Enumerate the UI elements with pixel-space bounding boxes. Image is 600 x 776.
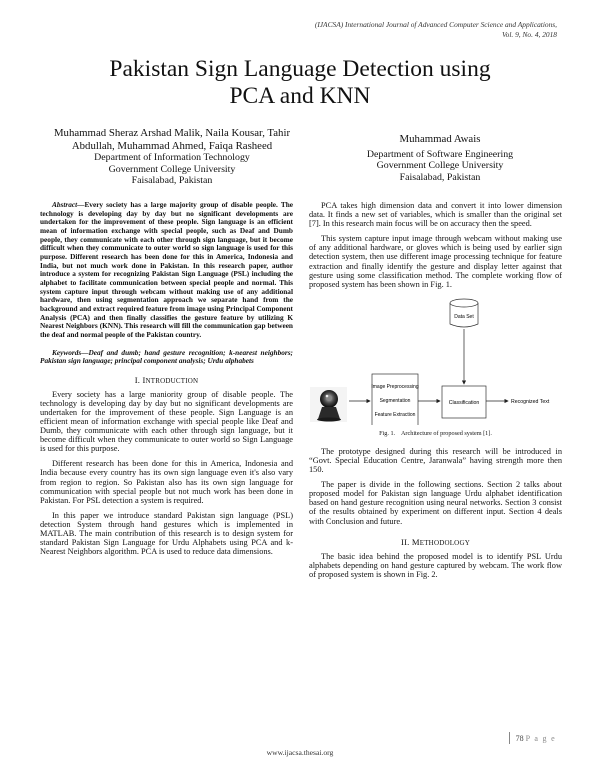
page-label: P a g e (525, 734, 556, 743)
journal-url: www.ijacsa.thesai.org (266, 748, 334, 757)
title-line-2: PCA and KNN (229, 83, 371, 109)
section-numeral: I. (134, 374, 141, 385)
author-department: Department of Information Technology (94, 152, 250, 163)
architecture-diagram (309, 295, 562, 425)
figure-1 (309, 295, 562, 425)
author-city: Faisalabad, Pakistan (131, 175, 213, 187)
abstract (40, 201, 293, 340)
title-line-1: Pakistan Sign Language Detection using (109, 56, 491, 82)
section-numeral: II. (401, 536, 410, 547)
section-initial: I (142, 374, 146, 385)
section-heading-methodology (309, 537, 562, 548)
recognized-text-label: Recognized Text (511, 398, 550, 405)
author-names-line-2: Abdullah, Muhammad Ahmed, Faiqa Rasheed (71, 139, 273, 152)
journal-header (137, 20, 557, 39)
intro-paragraph-1: Every society has a large maniority group of disable people. The technology is developing day by day but no significant developments are undertaken for the improvement of these people. Sign Language is an efficient mean of information exchange with special people like Deaf and Dumb, they communicate with each other through sign language, but it become difficult when they communicate to outer world so Sign Language is used for this purpose. (40, 389, 293, 454)
intro-paragraph-2: Different research has been done for this in America, Indonesia and India because every country has its own sign language even it's also vary from region to region. So Pakistan also has its own sign language for communication with special people but not much work has been done in Pakistan. For PSL detection a system is required. (40, 459, 293, 505)
figure-caption-text: Architecture of proposed system [1]. (400, 429, 492, 437)
author-name: Muhammad Awais (399, 133, 481, 145)
author-city: Faisalabad, Pakistan (399, 171, 481, 183)
left-column (40, 201, 293, 562)
abstract-label: Abstract (52, 200, 78, 209)
body-paragraph-1: PCA takes high dimension data and convert it into lower dimension data. It finds a new set of variables, which is smaller than the original set [7]. In this research main focus will be on accuracy then the speed. (309, 201, 562, 229)
author-block-right (316, 133, 564, 183)
figure-1-caption (309, 430, 562, 438)
abstract-text: —Every society has a large majority group of disable people. The technology is developing day by day but no significant developments are undertaken for the improvement of these people. Sign language is an efficient mean of information exchange with special people, such as Deaf and Dumb people, they communicate with each other through sign language, but it become difficult when they communicate to outer world so sign language is used for this purpose. Different research has been done for this in America, Indonesia and India, but not much work done in Pakistan. In this research paper, author introduce a system for recognizing Pakistan Sign Language (PSL) including the alphabet to facilitate communication between special people and normal. This system capture input through webcam without making use of any additional hardware, then using segmentation approach we separate hand from the background and extract required feature from image using Principal Component Analysis (PCA) and then finally classifies the gesture feature by utilizing K Nearest Neighbors (KNN). This research will fill the communication gap between the deaf and normal people of the Pakistan country. (40, 200, 293, 339)
dataset-cylinder-icon (450, 299, 478, 327)
right-column (309, 201, 562, 585)
journal-name: (IJACSA) International Journal of Advanced Computer Science and Applications, (314, 20, 557, 29)
body-paragraph-4: The paper is divide in the following sections. Section 2 talks about proposed model for Pakistan sign language Urdu alphabet identification based on hand gesture recognition using neural networks. Section 3 consist of the results obtained by experiment on different input. Section 4 deals with Conclusion and future. (309, 480, 562, 526)
page-number-value: 78 (515, 734, 524, 743)
page-number (516, 734, 556, 743)
section-title-rest: NTRODUCTION (145, 376, 199, 385)
preprocessing-label: Image Preprocessing (371, 383, 419, 390)
section-title-rest: ETHODOLOGY (419, 538, 470, 547)
paper-title (40, 56, 560, 110)
author-block-left (36, 127, 308, 187)
keywords: Keywords—Deaf and dumb; hand gesture recognition; k-nearest neighbors; Pakistan sign language; principal component analysis; Urdu alphabets (40, 347, 293, 366)
dataset-label: Data Set (454, 313, 474, 320)
methodology-paragraph-1: The basic idea behind the proposed model is to identify PSL Urdu alphabets depending on hand gesture captured by webcam. The work flow of proposed system is shown in Fig. 2. (309, 551, 562, 579)
page-number-divider (509, 732, 510, 744)
classification-label: Classification (448, 399, 480, 406)
body-paragraph-3: The prototype designed during this research will be introduced in “Govt. Special Education Centre, Jaranwala” having strength more then 150. (309, 446, 562, 475)
author-university: Government College University (108, 163, 236, 175)
intro-paragraph-3: In this paper we introduce standard Pakistan sign language (PSL) detection System through hand gestures which is implemented in MATLAB. The main contribution of this research is to design system for standard Pakistan Sign Language for Urdu Alphabets using PCA and k-Nearest Neighbors algorithm. PCA is used to reduce data dimensions. (40, 510, 293, 557)
author-university: Government College University (376, 160, 504, 172)
segmentation-label: Segmentation (379, 397, 411, 404)
figure-label: Fig. 1. (379, 429, 396, 437)
section-heading-introduction (40, 375, 293, 386)
body-paragraph-2: This system capture input image through webcam without making use of any additional hardware, or gloves which is being used by earlier sign detection system, then use different image processing technique for feature extraction and finally identify the gesture and display letter against that gesture using some classification method. The complete working flow of proposed system has been shown in Fig. 1. (309, 234, 562, 289)
author-department: Department of Software Engineering (366, 148, 514, 160)
feature-extraction-label: Feature Extraction (374, 411, 416, 418)
author-names-line-1: Muhammad Sheraz Arshad Malik, Naila Kousar, Tahir (53, 127, 291, 139)
journal-volume: Vol. 9, No. 4, 2018 (501, 29, 557, 39)
webcam-icon (310, 387, 347, 422)
section-initial: M (411, 536, 420, 547)
